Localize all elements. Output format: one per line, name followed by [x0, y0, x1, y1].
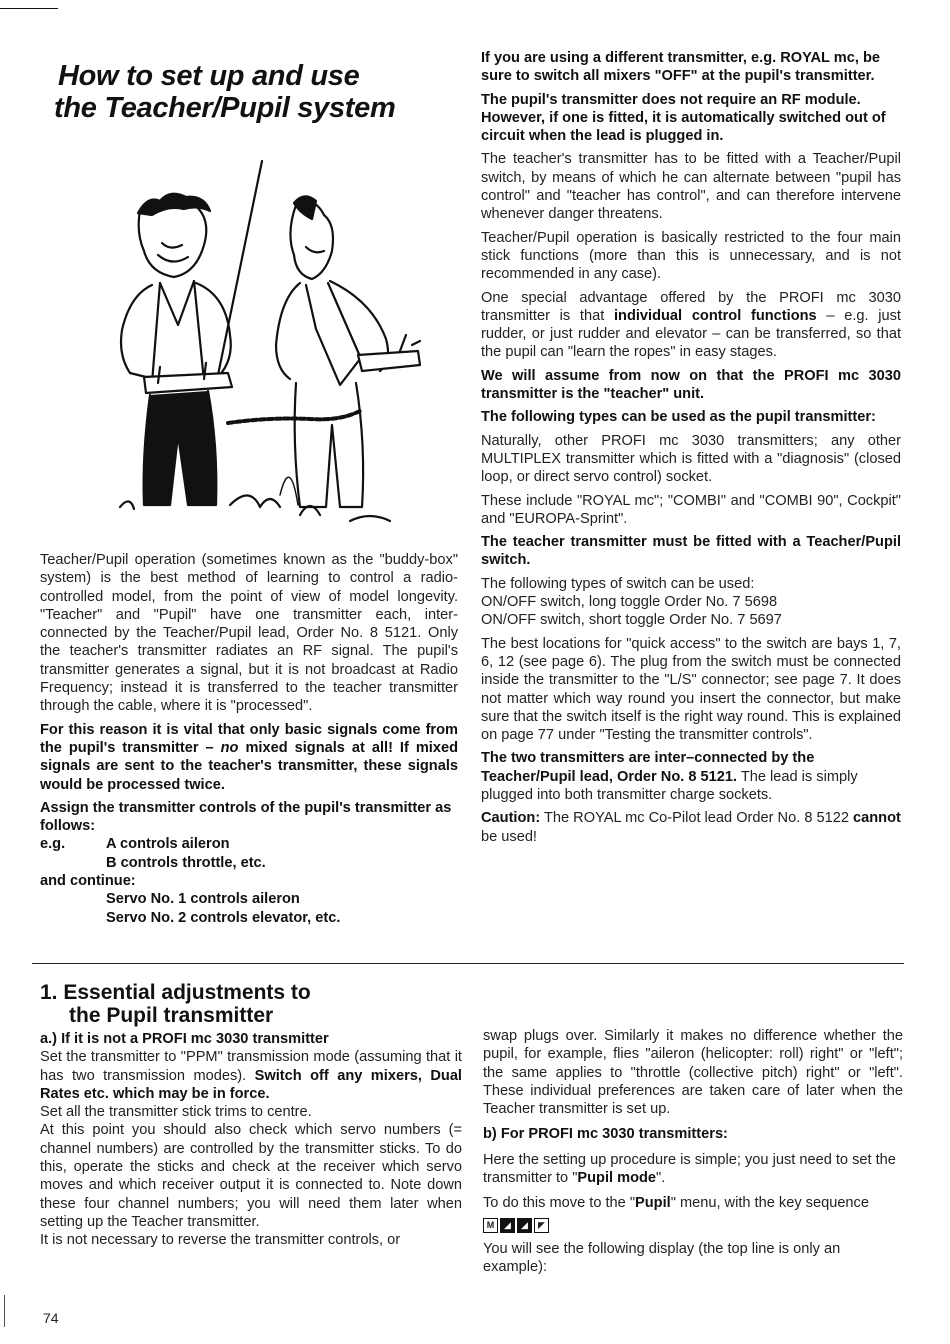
page-title: [54, 60, 458, 124]
rf-module-paragraph: The pupil's transmitter does not require an RF module. However, if one is fitted, it is automatically switched out of circuit when the lead is plugged in.: [481, 91, 886, 145]
left-column: [40, 551, 458, 927]
section-right-column: [483, 1027, 903, 1281]
pupil-mode-paragraph: [483, 1151, 903, 1188]
example-label: e.g.: [40, 836, 66, 853]
page-number: 74: [43, 1310, 59, 1326]
key-seq-text-c: " menu, with the key sequence: [670, 1195, 869, 1212]
assign-paragraph: Assign the transmitter controls of the pupil's transmitter as follows:: [40, 799, 452, 835]
subheading-b: b) For PROFI mc 3030 transmitters:: [483, 1126, 728, 1143]
section-title-line-1: 1. Essential adjustments to: [40, 981, 311, 1004]
ppm-bold: Switch off any mixers, Dual Rates etc. which may be in force.: [40, 1067, 462, 1102]
caution-cannot: cannot: [853, 810, 901, 827]
switch-type-long: ON/OFF switch, long toggle Order No. 7 5698: [481, 594, 778, 611]
warning-text-b: mixed signals at all! If mixed signals are sent to the teacher's transmitter, these signals would be processed twice.: [40, 739, 458, 793]
example-line-1: A controls aileron: [106, 836, 230, 853]
teacher-must-paragraph: The teacher transmitter must be fitted with a Teacher/Pupil switch.: [481, 534, 901, 569]
example-row-1: [40, 835, 458, 853]
servo-line-2: Servo No. 2 controls elevator, etc.: [106, 909, 341, 926]
warning-emphasis: no: [220, 739, 239, 756]
up-key-icon: ◢: [500, 1218, 515, 1233]
subheading-a: a.) If it is not a PROFI mc 3030 transmitter: [40, 1031, 329, 1047]
lead-bold: The two transmitters are inter–connected by the Teacher/Pupil lead, Order No. 8 5121.: [481, 750, 815, 785]
pupil-mode-end: ".: [656, 1170, 666, 1187]
continue-label: and continue:: [40, 873, 136, 890]
caution-text: The ROYAL mc Co-Pilot lead Order No. 8 5122: [540, 810, 854, 827]
switch-types-paragraph: [481, 575, 901, 630]
trims-paragraph: Set all the transmitter stick trims to centre.: [40, 1104, 312, 1121]
advantage-text-c: – e.g. just rudder, or just rudder and elevator – can be transferred, so that the pupil can "learn the ropes" in easy stages.: [481, 307, 901, 361]
pupil-mode-text: Here the setting up procedure is simple; you just need to set the transmitter to ": [483, 1151, 896, 1187]
lead-text: The lead is simply plugged into both transmitter charge sockets.: [481, 768, 858, 803]
ppm-text: Set the transmitter to "PPM" transmission mode (assuming that it has two transmission modes).: [40, 1049, 462, 1084]
includes-paragraph: These include "ROYAL mc"; "COMBI" and "COMBI 90", Cockpit" and "EUROPA-Sprint".: [481, 492, 901, 527]
different-transmitter-paragraph: If you are using a different transmitter, e.g. ROYAL mc, be sure to switch all mixers "OFF" at the pupil's transmitter.: [481, 50, 880, 85]
reverse-paragraph: It is not necessary to reverse the transmitter controls, or: [40, 1232, 401, 1249]
m-key-icon: M: [483, 1218, 498, 1233]
top-rule: [0, 8, 58, 9]
swap-plugs-paragraph: swap plugs over. Similarly it makes no difference whether the pupil, for example, flies "aileron (helicopter: roll) right" or "left"; the same applies to "throttle (collective pitch) right" or "left". These individual preferences are taken care of later when the Teacher transmitter is set up.: [483, 1028, 903, 1118]
key-sequence-paragraph: [483, 1194, 903, 1232]
caution-paragraph: [481, 809, 901, 846]
lead-paragraph: [481, 749, 901, 804]
warning-paragraph: [40, 721, 458, 794]
down-key-icon: ◤: [534, 1218, 549, 1233]
channel-check-paragraph: At this point you should also check which servo numbers (= channel numbers) are controlled by the transmitter sticks. To do this, operate the sticks and check at the receiver which servo moves and which receiver output it is connected to. Note down these four channel numbers; you will need them later when setting up the Teacher transmitter.: [40, 1122, 462, 1230]
right-column: [481, 49, 901, 851]
section-title: [40, 981, 311, 1027]
advantage-paragraph: [481, 289, 901, 362]
pupil-mode-bold: Pupil mode: [577, 1170, 657, 1187]
restriction-paragraph: Teacher/Pupil operation is basically restricted to the four main stick functions (more than this is unnecessary, and is not recommended in any case).: [481, 229, 901, 283]
key-seq-bold: Pupil: [635, 1195, 671, 1212]
section-left-column: [40, 1030, 462, 1255]
assumption-paragraph: We will assume from now on that the PROFI mc 3030 transmitter is the "teacher" unit.: [481, 367, 901, 403]
caution-end: be used!: [481, 828, 537, 845]
intro-paragraph: Teacher/Pupil operation (sometimes known as the "buddy-box" system) is the best method of learning to control a radio-controlled model, from the point of view of model longevity. "Teacher" and "Pupil" have one transmitter each, inter-connected by the Teacher/Pupil lead, Order No. 8 5121. Only the teacher's transmitter radiates an RF signal. The pupil's transmitter generates a signal, but it is not broadcast at Radio Frequency; instead it is transferred to the teacher transmitter through the cable, where it is "processed".: [40, 552, 458, 715]
other-transmitters-paragraph: Naturally, other PROFI mc 3030 transmitters; any other MULTIPLEX transmitter which is fitted with a "diagnosis" (closed loop, or direct servo control) socket.: [481, 432, 901, 486]
key-seq-text-a: To do this move to the ": [483, 1195, 636, 1212]
up-key-icon-2: ◢: [517, 1218, 532, 1233]
teacher-pupil-illustration: [100, 155, 440, 540]
locations-paragraph: The best locations for "quick access" to the switch are bays 1, 7, 6, 12 (see page 6). The plug from the switch must be connected inside the transmitter to the "L/S" connector; see page 7. It does not matter which way round you insert the connector, but make sure that the switch itself is the right way round. This is explained on page 77 under "Testing the transmitter controls".: [481, 635, 901, 744]
section-divider: [32, 963, 904, 964]
pupil-types-heading: The following types can be used as the pupil transmitter:: [481, 409, 876, 426]
switch-types-intro: The following types of switch can be used:: [481, 575, 755, 592]
example-line-2: B controls throttle, etc.: [106, 854, 266, 871]
title-line-1: How to set up and use: [58, 60, 360, 92]
servo-line-1: Servo No. 1 controls aileron: [106, 891, 300, 908]
caution-label: Caution:: [481, 810, 541, 827]
section-title-line-2: the Pupil transmitter: [69, 1004, 274, 1027]
teacher-switch-paragraph: The teacher's transmitter has to be fitted with a Teacher/Pupil switch, by means of which he can alternate between "pupil has control" and "teacher has control", and can therefore intervene whenever danger threatens.: [481, 151, 901, 223]
margin-mark: [4, 1295, 5, 1327]
switch-type-short: ON/OFF switch, short toggle Order No. 7 5697: [481, 612, 782, 629]
display-paragraph: You will see the following display (the top line is only an example):: [483, 1240, 841, 1275]
warning-text-a: For this reason it is vital that only basic signals come from the pupil's transmitter –: [40, 721, 458, 756]
advantage-bold: individual control functions: [613, 307, 817, 324]
title-line-2: the Teacher/Pupil system: [54, 92, 396, 124]
ppm-paragraph: [40, 1048, 462, 1103]
advantage-text-a: One special advantage offered by the PROFI mc 3030 transmitter is that: [481, 289, 901, 324]
key-sequence: [483, 1218, 549, 1233]
